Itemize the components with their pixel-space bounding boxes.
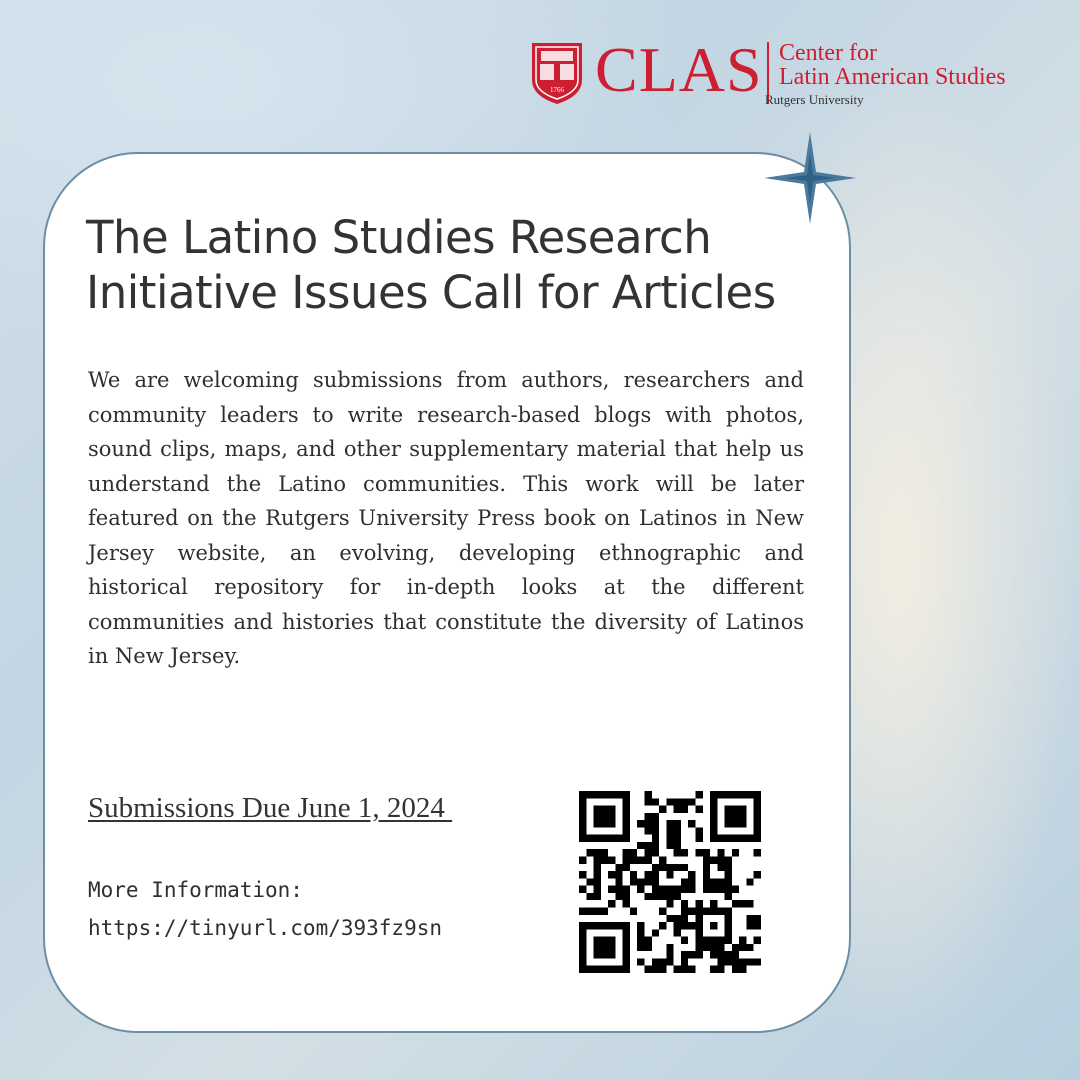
card-body: We are welcoming submissions from authors, researchers and community leaders to write research-based blogs with photos, sound clips, maps, and other supplementary material that help us understand the Latino communities. This work will be later featured on the Rutgers University Press book on Latinos in New Jersey website, an evolving, developing ethnographic and historical repository for in-depth looks at the different communities and histories that constitute the diversity of Latinos in New Jersey. xyxy=(88,368,804,668)
qr-code[interactable] xyxy=(579,791,761,973)
clas-logo xyxy=(529,34,1049,118)
card-title: The Latino Studies Research Initiative Issues Call for Articles xyxy=(86,211,776,319)
logo-name-line2: Latin American Studies xyxy=(779,64,1006,90)
submission-deadline: Submissions Due June 1, 2024 xyxy=(88,792,453,824)
logo-university: Rutgers University xyxy=(765,92,864,107)
logo-wordmark: CLAS xyxy=(595,34,763,105)
rutgers-shield-icon xyxy=(529,40,585,106)
seal-year: 1766 xyxy=(550,86,564,94)
more-info-label: More Information: xyxy=(88,878,303,902)
more-info-link[interactable]: https://tinyurl.com/393fz9sn xyxy=(88,916,443,940)
logo-name-line1: Center for xyxy=(779,40,877,66)
